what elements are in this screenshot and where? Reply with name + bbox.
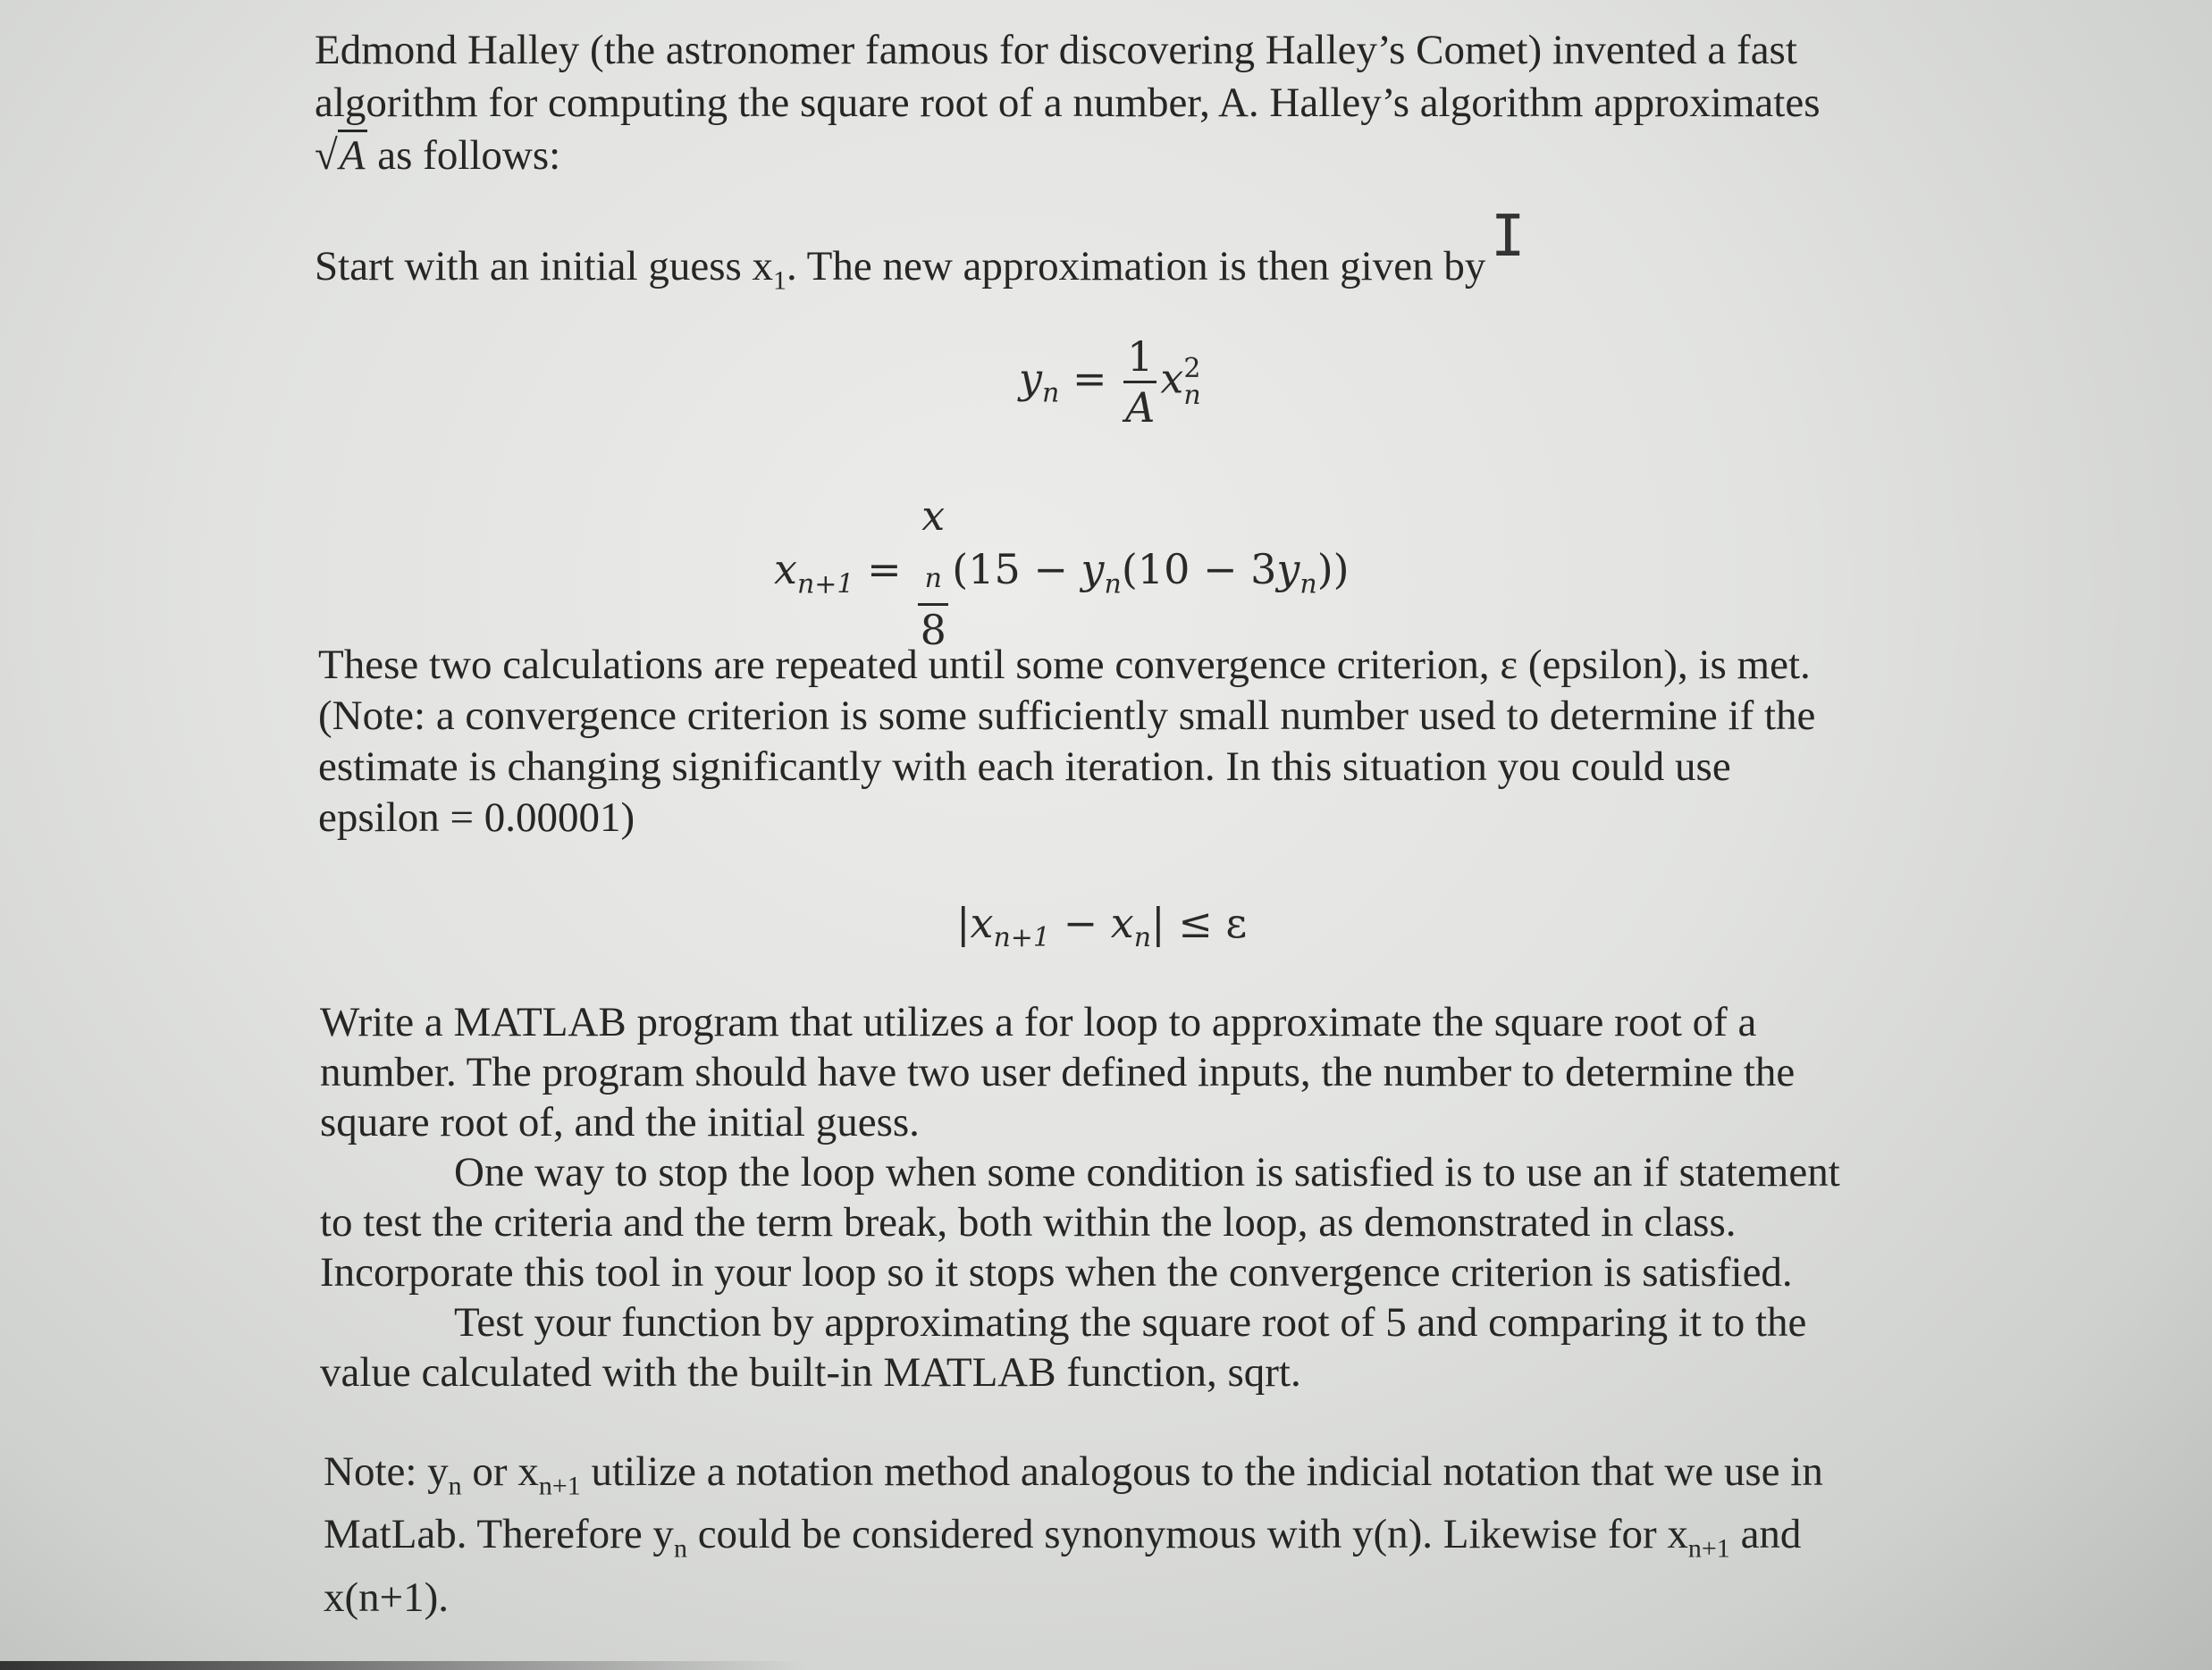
task-paragraph bbox=[320, 997, 2000, 1397]
math-text: (15 − bbox=[952, 545, 1081, 594]
math-var: x bbox=[1110, 899, 1134, 947]
paragraph-line: epsilon = 0.00001) bbox=[318, 794, 635, 841]
sqrt-expression bbox=[315, 130, 367, 179]
line-text: One way to stop the loop when some condition is satisfied is to use an if statement bbox=[454, 1149, 1840, 1196]
paragraph-line: x(n+1). bbox=[324, 1573, 450, 1621]
line-text: and bbox=[1729, 1511, 1802, 1558]
math-sub: n bbox=[1299, 568, 1317, 600]
math-sub: n bbox=[1133, 922, 1152, 954]
paragraph-line bbox=[324, 1510, 2004, 1573]
subscript: n+1 bbox=[538, 1471, 581, 1501]
subscript: n bbox=[673, 1533, 687, 1564]
line-text: or x bbox=[461, 1448, 539, 1495]
math-sub: n+1 bbox=[993, 922, 1050, 954]
convergence-paragraph bbox=[318, 640, 1998, 843]
sqrt-symbol: √ bbox=[315, 132, 338, 179]
denominator: 8 bbox=[920, 606, 946, 655]
subscript: 1 bbox=[773, 265, 787, 296]
math-sup: 2 bbox=[1183, 352, 1201, 384]
start-text: Start with an initial guess x bbox=[315, 243, 774, 290]
math-var: x bbox=[774, 545, 797, 594]
math-text: )) bbox=[1316, 545, 1350, 594]
math-sub: n+1 bbox=[796, 568, 854, 600]
line-text: Note: y bbox=[324, 1448, 449, 1495]
formula-convergence bbox=[956, 899, 1247, 953]
start-line bbox=[315, 241, 1995, 306]
paragraph-line: square root of, and the initial guess. bbox=[320, 1099, 920, 1146]
math-sub: n bbox=[1104, 568, 1122, 600]
paragraph-line: (Note: a convergence criterion is some sufficiently small number used to determine if the bbox=[318, 692, 1816, 739]
text-cursor-icon: I bbox=[1491, 204, 1526, 270]
start-text: . The new approximation is then given by bbox=[786, 243, 1486, 290]
math-sub: n bbox=[1042, 377, 1060, 409]
paragraph-line: value calculated with the built-in MATLAB function, sqrt. bbox=[320, 1349, 1301, 1396]
fraction bbox=[918, 491, 948, 654]
math-var: y bbox=[1081, 545, 1105, 594]
intro-line: Edmond Halley (the astronomer famous for discovering Halley’s Comet) invented a fast bbox=[315, 27, 1797, 73]
subscript: n+1 bbox=[1687, 1533, 1730, 1564]
math-eq: = bbox=[867, 545, 902, 594]
math-text: − bbox=[1050, 899, 1111, 947]
paragraph-line bbox=[320, 1147, 2000, 1197]
intro-line: algorithm for computing the square root of a number, A. Halley’s algorithm approximates bbox=[315, 80, 1821, 126]
math-sub: n bbox=[1183, 379, 1201, 411]
intro-line bbox=[315, 130, 1995, 181]
paragraph-line: to test the criteria and the term break, both within the loop, as demonstrated in class. bbox=[320, 1199, 1737, 1246]
math-var: y bbox=[1019, 354, 1042, 403]
formula-x bbox=[774, 491, 1350, 654]
paragraph-line bbox=[320, 1297, 2000, 1347]
intro-paragraph bbox=[315, 25, 1995, 181]
math-eq: = bbox=[1072, 354, 1107, 403]
math-var: x bbox=[1160, 354, 1184, 403]
line-text: MatLab. Therefore y bbox=[324, 1511, 674, 1558]
paragraph-line: estimate is changing significantly with each iteration. In this situation you could use bbox=[318, 743, 1731, 790]
note-paragraph bbox=[324, 1448, 2004, 1623]
line-text: utilize a notation method analogous to the indicial notation that we use in bbox=[580, 1448, 1823, 1495]
math-var: x bbox=[921, 491, 946, 540]
numerator: 1 bbox=[1123, 332, 1156, 383]
paragraph-line: Incorporate this tool in your loop so it stops when the convergence criterion is satisfied. bbox=[320, 1249, 1793, 1296]
numerator bbox=[918, 491, 948, 606]
intro-text: as follows: bbox=[366, 132, 561, 179]
formula-y bbox=[1019, 332, 1201, 432]
paragraph-line: Write a MATLAB program that utilizes a for loop to approximate the square root of a bbox=[320, 999, 1757, 1045]
math-text: (10 − 3 bbox=[1121, 545, 1277, 594]
denominator: A bbox=[1125, 383, 1156, 432]
subscript: n bbox=[448, 1471, 462, 1501]
math-sub: n bbox=[924, 563, 942, 595]
screen-bezel-edge bbox=[0, 1661, 804, 1670]
paragraph-line: number. The program should have two user defined inputs, the number to determine the bbox=[320, 1049, 1796, 1095]
line-text: Test your function by approximating the square root of 5 and comparing it to the bbox=[454, 1299, 1807, 1346]
math-var: y bbox=[1276, 545, 1300, 594]
math-text: | ≤ ε bbox=[1151, 899, 1248, 947]
fraction bbox=[1123, 332, 1156, 432]
math-var: x bbox=[970, 899, 994, 947]
line-text: could be considered synonymous with y(n). Likewise for x bbox=[686, 1511, 1688, 1558]
paragraph-line: These two calculations are repeated until some convergence criterion, ε (epsilon), is met. bbox=[318, 642, 1811, 688]
sqrt-argument: A bbox=[338, 130, 367, 179]
paragraph-line bbox=[324, 1448, 2004, 1510]
math-text: | bbox=[956, 899, 971, 947]
